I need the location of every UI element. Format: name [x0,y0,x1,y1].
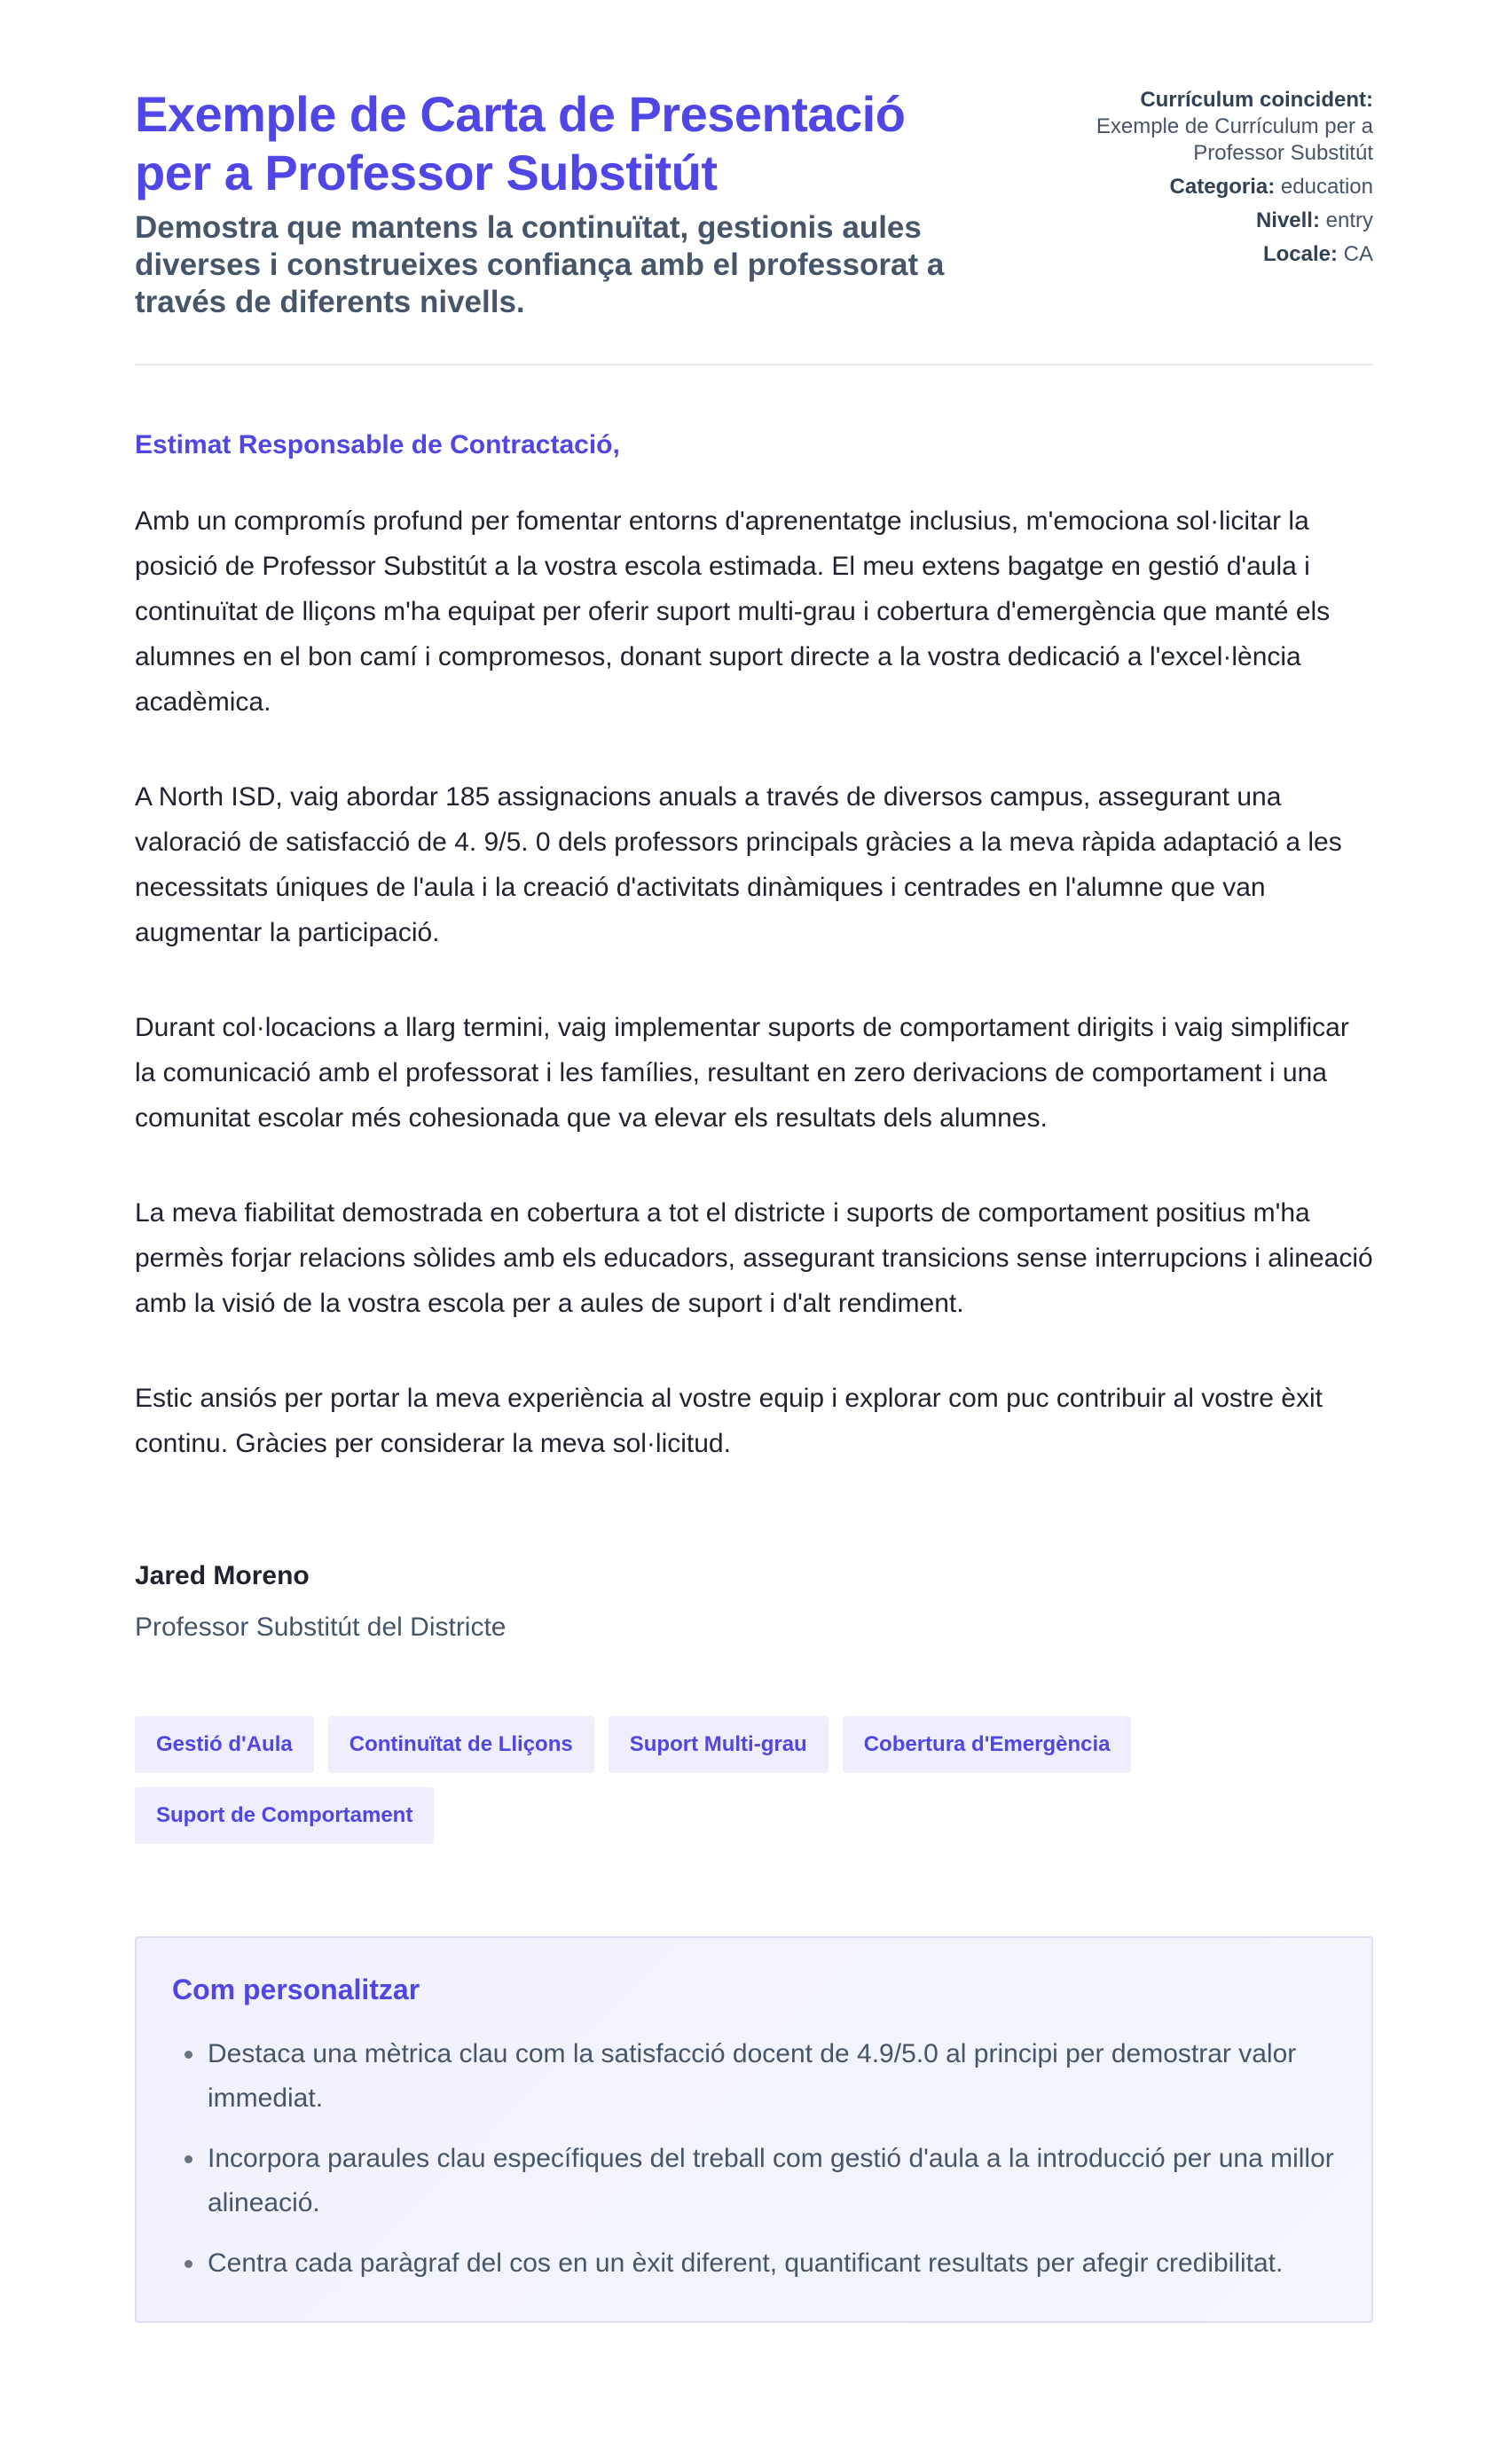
meta-matching-resume-value: Exemple de Currículum per a Professor Substitút [1096,114,1373,165]
page-header [135,85,1373,321]
skill-tag[interactable]: Suport Multi-grau [609,1716,829,1773]
meta-locale-value: CA [1343,242,1373,266]
signature-role: Professor Substitút del Districte [135,1613,507,1642]
tips-list [172,2032,1336,2286]
tip-item: • Incorpora paraules clau específiques del treball com gestió d'aula a la introducció per una millor alineació. [206,2137,1336,2225]
tips-title: Com personalitzar [172,1974,420,2005]
header-divider [135,364,1373,365]
tip-item: • Centra cada paràgraf del cos en un èxit diferent, quantificant resultats per afegir credibilitat. [206,2241,1336,2286]
signature-name: Jared Moreno [135,1561,310,1590]
header-left [135,85,986,321]
letter-paragraph: Durant col·locacions a llarg termini, vaig implementar suports de comportament dirigits i vaig simplificar la comunicació amb el professorat i les famílies, resultant en zero derivacions de comportament i una comunitat escolar més cohesionada que va elevar els resultats dels alumnes. [135,1013,1349,1133]
page-title: Exemple de Carta de Presentació per a Professor Substitút [135,86,906,200]
skill-tags [135,1716,1373,1844]
skill-tag[interactable]: Suport de Comportament [135,1787,434,1844]
letter-paragraph: A North ISD, vaig abordar 185 assignacions anuals a través de diversos campus, assegurant una valoració de satisfacció de 4. 9/5. 0 dels professors principals gràcies a la meva ràpida adaptació a les necessitats úniques de l'aula i la creació d'activitats dinàmiques i centrades en l'alumne que van augmentar la participació. [135,782,1342,947]
skill-tag[interactable]: Continuïtat de Lliçons [328,1716,594,1773]
meta-locale-label: Locale: [1262,242,1338,266]
meta-locale [1001,241,1373,268]
letter-greeting: Estimat Responsable de Contractació, [135,430,620,459]
tip-item: • Destaca una mètrica clau com la satisfacció docent de 4.9/5.0 al principi per demostrar valor immediat. [206,2032,1336,2121]
meta-matching-resume [1001,87,1373,167]
meta-panel [1001,85,1373,275]
letter-body [135,428,1373,1645]
meta-level-label: Nivell: [1255,208,1320,232]
meta-category-value: education [1280,175,1373,199]
meta-category [1001,174,1373,200]
skill-tag[interactable]: Gestió d'Aula [135,1716,314,1773]
letter-paragraph: La meva fiabilitat demostrada en cobertura a tot el districte i suports de comportament positius m'ha permès forjar relacions sòlides amb els educadors, assegurant transicions sense interrupcions i alineació amb la visió de la vostra escola per a aules de suport i d'alt rendiment. [135,1198,1373,1318]
meta-category-label: Categoria: [1169,175,1276,199]
page-subtitle: Demostra que mantens la continuïtat, gestionis aules diverses i construeixes confiança amb el professorat a través de diferents nivells. [135,210,945,319]
letter-paragraph: Estic ansiós per portar la meva experiència al vostre equip i explorar com puc contribuir al vostre èxit continu. Gràcies per considerar la meva sol·licitud. [135,1384,1323,1458]
customization-tips [135,1936,1373,2323]
meta-level-value: entry [1325,208,1373,232]
letter-paragraph: Amb un compromís profund per fomentar entorns d'aprenentatge inclusius, m'emociona sol·licitar la posició de Professor Substitút a la vostra escola estimada. El meu extens bagatge en gestió d'aula i continuïtat de lliçons m'ha equipat per oferir suport multi-grau i cobertura d'emergència que manté els alumnes en el bon camí i compromesos, donant suport directe a la vostra dedicació a l'excel·lència acadèmica. [135,506,1331,717]
meta-matching-resume-label: Currículum coincident: [1140,88,1373,112]
skill-tag[interactable]: Cobertura d'Emergència [843,1716,1132,1773]
meta-level [1001,208,1373,234]
